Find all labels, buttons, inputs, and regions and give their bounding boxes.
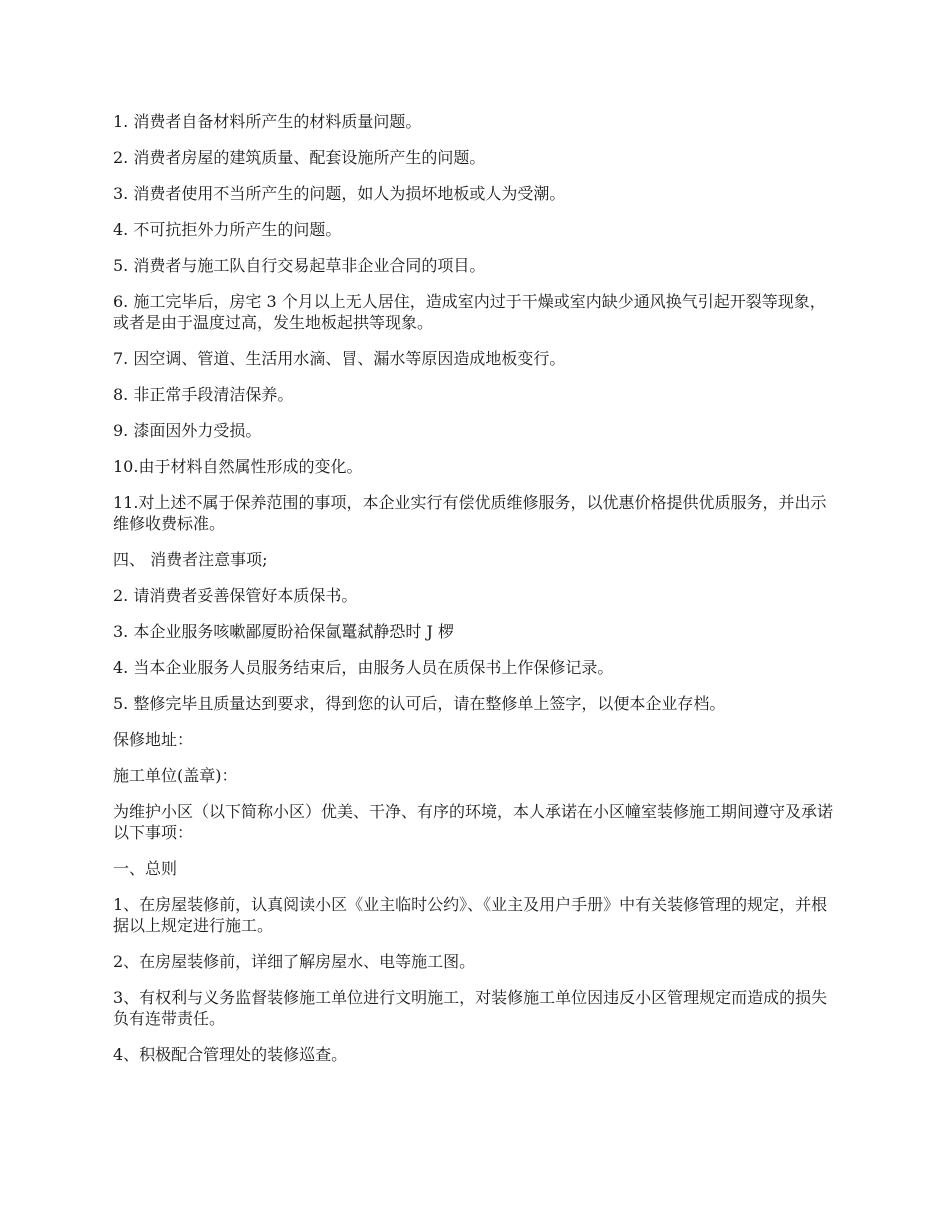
construction-unit-label: 施工单位(盖章)：	[113, 766, 238, 785]
general-item-4: 4、积极配合管理处的装修巡查。	[113, 1045, 348, 1064]
paragraph-4: 4. 不可抗拒外力所产生的问题。	[113, 220, 342, 239]
paragraph-11: 11.对上述不属于保养范围的事项，本企业实行有偿优质维修服务，以优惠价格提供优质服务，并出示维修收费标准。	[113, 493, 827, 533]
paragraph-10: 10.由于材料自然属性形成的变化。	[113, 457, 363, 476]
paragraph-7: 7. 因空调、管道、生活用水滴、冒、漏水等原因造成地板变行。	[113, 349, 566, 368]
paragraph-1: 1. 消费者自备材料所产生的材料质量问题。	[113, 112, 422, 131]
general-item-3: 3、有权利与义务监督装修施工单位进行文明施工，对装修施工单位因违反小区管理规定而造成的损失负有连带责任。	[113, 988, 828, 1028]
paragraph-6: 6. 施工完毕后，房宅 3 个月以上无人居住，造成室内过于干燥或室内缺少通风换气引起开裂等现象，或者是由于温度过高，发生地板起拱等现象。	[113, 292, 826, 332]
paragraph-3: 3. 消费者使用不当所产生的问题，如人为损坏地板或人为受潮。	[113, 184, 566, 203]
paragraph-9: 9. 漆面因外力受损。	[113, 421, 262, 440]
general-item-2: 2、在房屋装修前，详细了解房屋水、电等施工图。	[113, 952, 476, 971]
paragraph-note-4: 4. 当本企业服务人员服务结束后，由服务人员在质保书上作保修记录。	[113, 658, 614, 677]
paragraph-2: 2. 消费者房屋的建筑质量、配套设施所产生的问题。	[113, 148, 486, 167]
paragraph-note-5: 5. 整修完毕且质量达到要求，得到您的认可后，请在整修单上签字，以便本企业存档。	[113, 694, 726, 713]
warranty-address-label: 保修地址：	[113, 730, 194, 749]
paragraph-note-3: 3. 本企业服务咳嗽鄙厦盼袷保氤鼍弑静恐时 J 椤	[113, 622, 454, 641]
section-heading-consumer-notes: 四、 消费者注意事项;	[113, 550, 268, 569]
paragraph-5: 5. 消费者与施工队自行交易起草非企业合同的项目。	[113, 256, 486, 275]
section-heading-general: 一、总则	[113, 859, 178, 878]
paragraph-8: 8. 非正常手段清洁保养。	[113, 385, 294, 404]
paragraph-note-2: 2. 请消费者妥善保管好本质保书。	[113, 586, 358, 605]
commitment-intro: 为维护小区（以下简称小区）优美、干净、有序的环境，本人承诺在小区幢室装修施工期间遵守及承诺以下事项：	[113, 802, 834, 842]
general-item-1: 1、在房屋装修前，认真阅读小区《业主临时公约》、《业主及用户手册》中有关装修管理的规定，并根据以上规定进行施工。	[113, 895, 828, 935]
